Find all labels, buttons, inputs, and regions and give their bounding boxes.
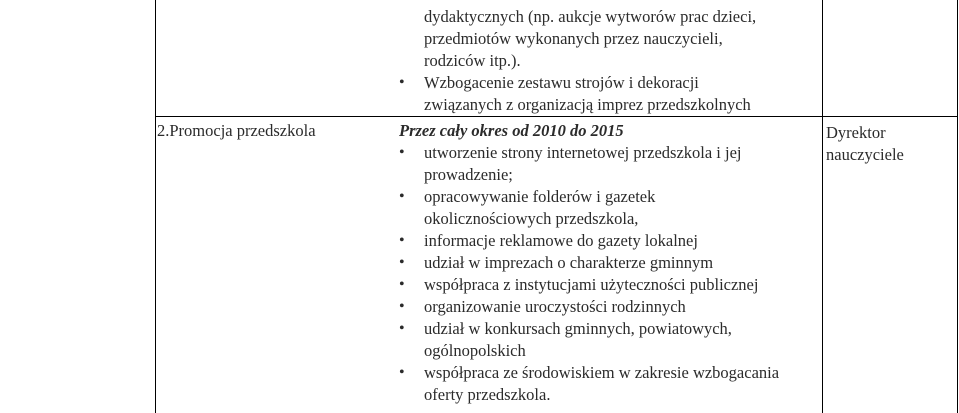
list-item: • współpraca ze środowiskiem w zakresie wzbogacania oferty przedszkola. <box>399 362 779 406</box>
responsible-cell <box>826 122 904 166</box>
row-divider <box>155 116 958 117</box>
right-border <box>957 0 958 413</box>
responsible-person: Dyrektor <box>826 123 886 142</box>
period-heading: Przez cały okres od 2010 do 2015 <box>399 121 624 140</box>
activities-list <box>399 142 779 406</box>
list-item: • Wzbogacenie zestawu strojów i dekoracji związanych z organizacją imprez przedszkolnych <box>399 72 756 116</box>
list-item: • współpraca z instytucjami użyteczności publicznej <box>399 274 779 296</box>
list-item: • utworzenie strony internetowej przedszkola i jej prowadzenie; <box>399 142 779 186</box>
list-item: • udział w konkursach gminnych, powiatowych, ogólnopolskich <box>399 318 779 362</box>
left-border <box>155 0 156 413</box>
row-label: 2.Promocja przedszkola <box>157 121 316 140</box>
previous-row-bullets <box>399 72 756 116</box>
previous-row-content <box>399 6 756 116</box>
column-divider-middle <box>822 0 823 413</box>
responsible-person: nauczyciele <box>826 145 904 164</box>
list-item: • udział w imprezach o charakterze gminnym <box>399 252 779 274</box>
activities-cell <box>399 120 779 406</box>
list-item: • informacje reklamowe do gazety lokalnej <box>399 230 779 252</box>
list-item: • opracowywanie folderów i gazetek okolicznościowych przedszkola, <box>399 186 779 230</box>
list-item: • organizowanie uroczystości rodzinnych <box>399 296 779 318</box>
continuation-line: dydaktycznych (np. aukcje wytworów prac dzieci, <box>424 7 757 26</box>
continuation-line: przedmiotów wykonanych przez nauczycieli, <box>424 29 723 48</box>
continuation-line: rodziców itp.). <box>424 51 521 70</box>
